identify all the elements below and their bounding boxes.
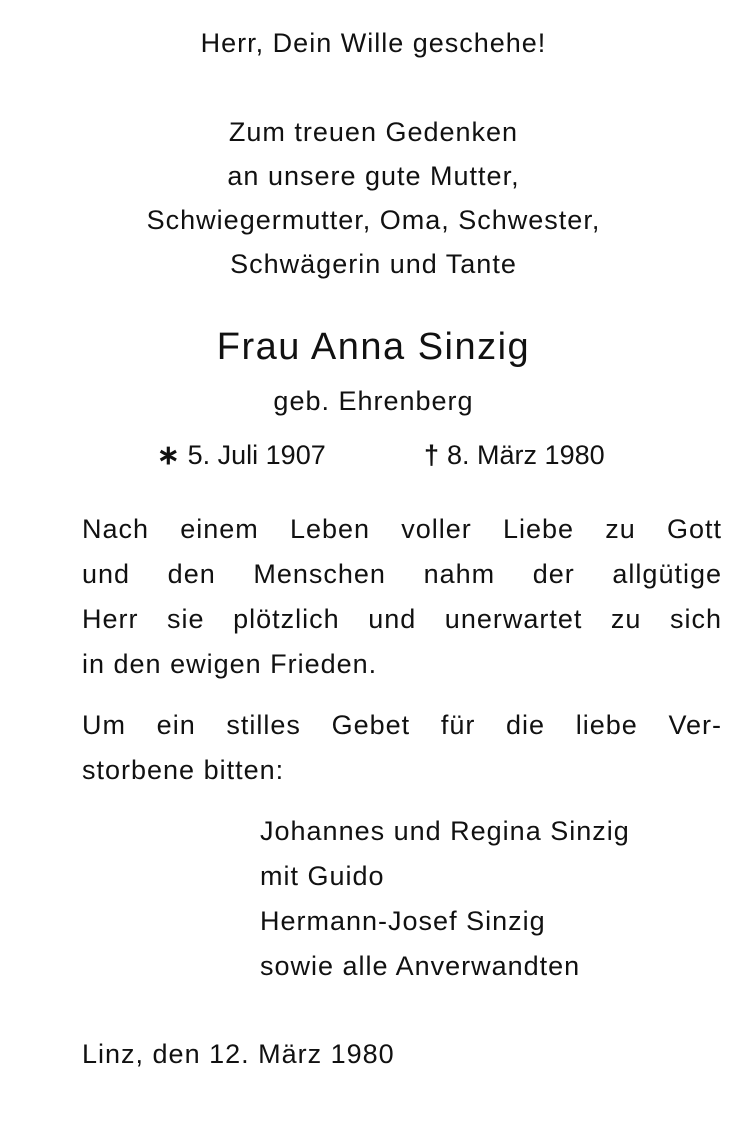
death-cross-icon: † [424, 440, 440, 470]
signer-line: Johannes und Regina Sinzig [260, 816, 630, 846]
dedication-line: Schwägerin und Tante [230, 249, 517, 279]
birth-date: 5. Juli 1907 [187, 440, 326, 470]
motto: Herr, Dein Wille geschehe! [200, 28, 547, 58]
death-date-block [424, 440, 605, 471]
signer-line: mit Guido [260, 861, 385, 891]
maiden-name: geb. Ehrenberg [273, 386, 474, 416]
signer-line: Hermann-Josef Sinzig [260, 906, 546, 936]
paragraph-line: in den ewigen Frieden. [82, 649, 378, 679]
place-date: Linz, den 12. März 1980 [82, 1039, 395, 1069]
death-date: 8. März 1980 [447, 440, 605, 470]
dedication-line: Schwiegermutter, Oma, Schwester, [146, 205, 601, 235]
paragraph-line: storbene bitten: [82, 755, 285, 785]
paragraph-line: Um ein stilles Gebet für die liebe Ver- [82, 710, 722, 740]
birth-star-icon: ∗ [157, 440, 180, 470]
dedication-line: Zum treuen Gedenken [228, 117, 519, 147]
paragraph-line: und den Menschen nahm der allgütige [82, 559, 722, 589]
signer-line: sowie alle Anverwandten [260, 951, 581, 981]
dedication-line: an unsere gute Mutter, [227, 161, 520, 191]
deceased-name: Frau Anna Sinzig [216, 326, 531, 368]
paragraph-line: Herr sie plötzlich und unerwartet zu sich [82, 604, 722, 634]
paragraph-line: Nach einem Leben voller Liebe zu Gott [82, 514, 722, 544]
birth-date-block [157, 440, 326, 471]
